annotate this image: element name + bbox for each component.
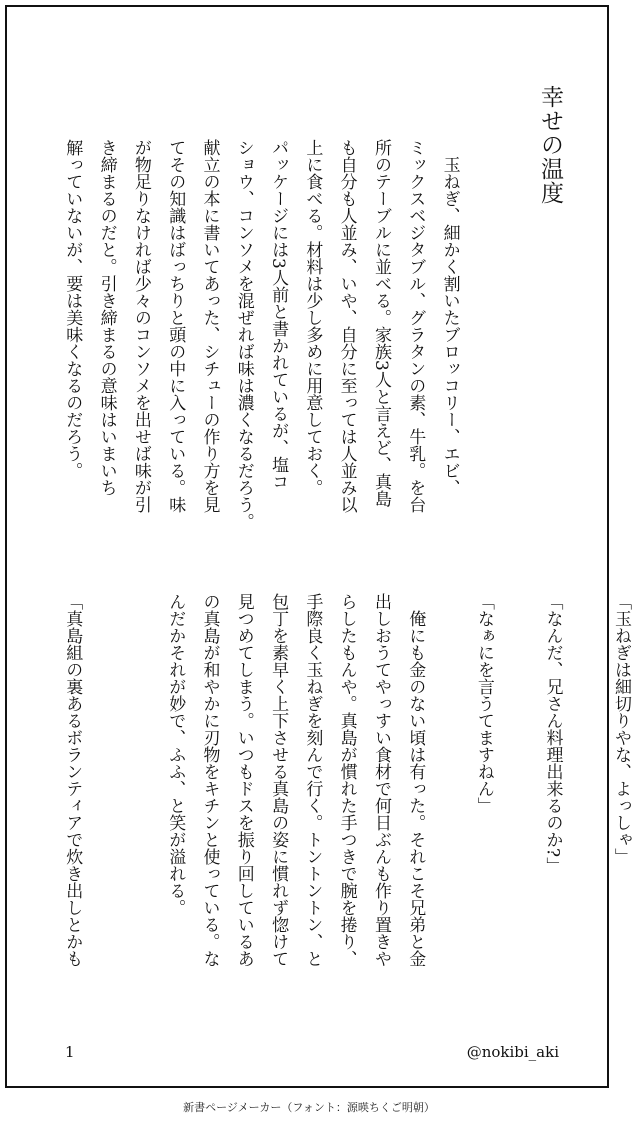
upper-body-text: 玉ねぎ、細かく割いたブロッコリー、エビ、 ミックスベジタブル、グラタンの素、牛乳。を台 所のテーブルに並べる。家族3人と言えど、真島 も自分も人並み、いや、自分に至っては人並み以 上に食べる。材料は少し多めに用意しておく。 パッケージには3人前と書かれているが、塩コ ショウ、コンソメを混ぜれば味は濃くなるだろう。 献立の本に書いてあった、シチューの作り方を見 てその知識はばっちりと頭の中に入っている。味 が物足りなければ少々のコンソメを出せば味が引 き締まるのだと。引き締まるの意味はいまいち 解っていないが、要は美味くなるのだろう。 bbox=[62, 139, 460, 530]
book-page bbox=[5, 5, 632, 1088]
author-handle: @nokibi_aki bbox=[466, 1043, 559, 1061]
page-number: 1 bbox=[65, 1043, 75, 1061]
story-title: 幸せの温度 bbox=[537, 85, 563, 205]
footer-credit: 新書ページメーカー（フォント：源暎ちくご明朝） bbox=[183, 1101, 435, 1114]
lower-body-text: 「玉ねぎは細切りやな、よっしゃ」 「なんだ、兄さん料理出来るのか?」 「なぁにを言うてますねん」 俺にも金のない頃は有った。それこそ兄弟と金 出しおうてやっすい食材で何日ぶんも作り置きや らしたもんや。真島が慣れた手つきで腕を捲り、 手際良く玉ねぎを刻んで行く。トントントン、と 包丁を素早く上下させる真島の姿に慣れず惚けて 見つめてしまう。いつもドスを振り回しているあ の真島が和やかに刃物をキチンと使っている。な んだかそれが妙で、ふふ、と笑が溢れる。 「真島組の裏あるボランティアで炊き出しとかも bbox=[62, 593, 632, 967]
